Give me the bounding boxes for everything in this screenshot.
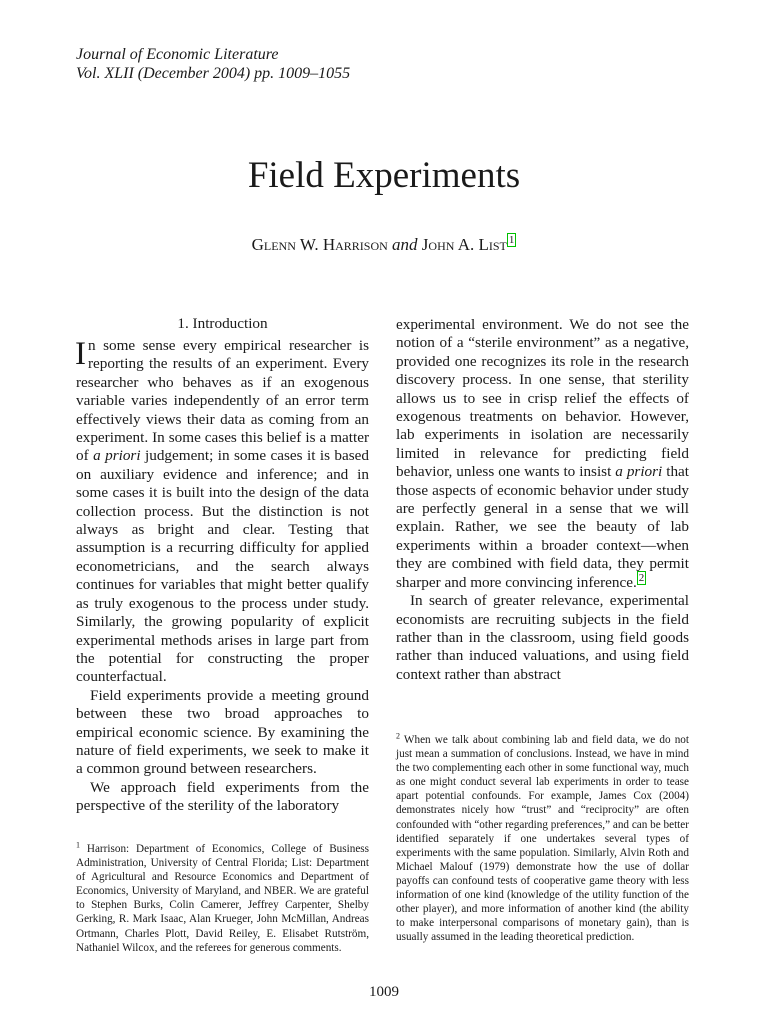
right-p1-text-a: experimental environment. We do not see the notion of a “sterile environment” as a negative, provided one recognizes its role in the research discovery process. In one sense, that sterility allows us to see in crisp relief the effects of exogenous treatments on behavior. However, lab experiments in isolation are necessarily limited in relevance for predicting field behavior, unless one wants to insist (396, 316, 689, 481)
right-column (396, 316, 689, 684)
right-paragraph-2: In search of greater relevance, experimental economists are recruiting subjects in the field rather than in the classroom, using field goods rather than induced valuations, and using field context rather than abstract (396, 592, 689, 683)
footnote-1-number: 1 (76, 840, 80, 850)
section-heading: 1. Introduction (177, 315, 268, 332)
footnote-2-text: When we talk about combining lab and field data, we do not just mean a summation of conclusions. Instead, we have in mind the two complementing each other in some functional way, much as one might conduct several lab experiments in order to tease apart potential confounds. For example, James Cox (2004) demonstrates nicely how “trust” and “reciprocity” are often confounded with “other regarding preferences,” and can be better identified separately if one undertakes several types of experiments with the same population. Similarly, Alvin Roth and Michael Malouf (1979) demonstrate how the use of dollar payoffs can confound tests of cooperative game theory with less information of one kind (knowledge of the utility function of the other player), and more information of another kind (the ability to make interpersonal comparisons of monetary gain), than is usually assumed in the leading theoretical prediction. (396, 734, 689, 944)
journal-name: Journal of Economic Literature (76, 46, 279, 63)
intro-paragraph-2: Field experiments provide a meeting ground between these two broad approaches to empirical economic science. By examining the nature of field experiments, we seek to make it a common ground between researchers. (76, 686, 369, 778)
journal-header (76, 45, 350, 83)
intro-p1-emphasis: a priori (93, 447, 141, 465)
right-paragraph-1 (396, 316, 689, 592)
intro-paragraph-1 (76, 337, 369, 687)
intro-p1-text-a: n some sense every empirical researcher is reporting the results of an experiment. Every researcher who behaves as if an exogenous variable varies independently of an error term effectively views their data as coming from an experiment. In some cases this belief is a matter of (76, 337, 369, 465)
footnote-2-link[interactable]: 2 (638, 571, 645, 584)
drop-cap: I (75, 336, 86, 372)
author-harrison: Glenn W. Harrison (251, 235, 388, 254)
journal-volume: Vol. XLII (December 2004) pp. 1009–1055 (76, 65, 351, 82)
right-p1-text-b: that those aspects of economic behavior under study are perfectly general in a sense that we will explain. Rather, we see the beauty of lab experiments within a broader context—when they are combined with field data, they permit sharper and more convincing inference. (396, 463, 689, 591)
footnote-1 (76, 842, 369, 955)
footnote-2 (396, 733, 689, 944)
left-column (76, 314, 369, 816)
article-title: Field Experiments (247, 155, 521, 196)
author-list: John A. List (421, 235, 507, 254)
footnote-2-number: 2 (396, 731, 400, 741)
author-line (0, 234, 768, 256)
footnote-1-text: Harrison: Department of Economics, College of Business Administration, University of Central Florida; List: Department of Agricultural and Resource Economics and Department of Economics, University of Maryland, and NBER. We are grateful to Stephen Burks, Colin Camerer, Jeffrey Carpenter, Shelby Gerking, R. Mark Isaac, Alan Krueger, John McMillan, Andreas Ortmann, Charles Plott, David Reiley, E. Elisabet Rutström, Nathaniel Wilcox, and the referees for generous comments. (76, 843, 369, 954)
page-number: 1009 (369, 984, 399, 1000)
author-conjunction: and (392, 235, 418, 254)
intro-p1-text-b: judgement; in some cases it is based on auxiliary evidence and inference; and in some cases it is built into the design of the data collection process. But the distinction is not always as bright and clear. Testing that assumption is a recurring difficulty for applied econometricians, and the search always continues for variables that might better qualify as truly exogenous to the process under study. Similarly, the growing popularity of explicit experimental methods arises in large part from the potential for constructing the proper counterfactual. (76, 447, 369, 686)
intro-paragraph-3: We approach field experiments from the perspective of the sterility of the laboratory (76, 778, 369, 815)
footnote-1-link[interactable]: 1 (508, 234, 515, 247)
right-p1-emphasis: a priori (615, 463, 663, 481)
